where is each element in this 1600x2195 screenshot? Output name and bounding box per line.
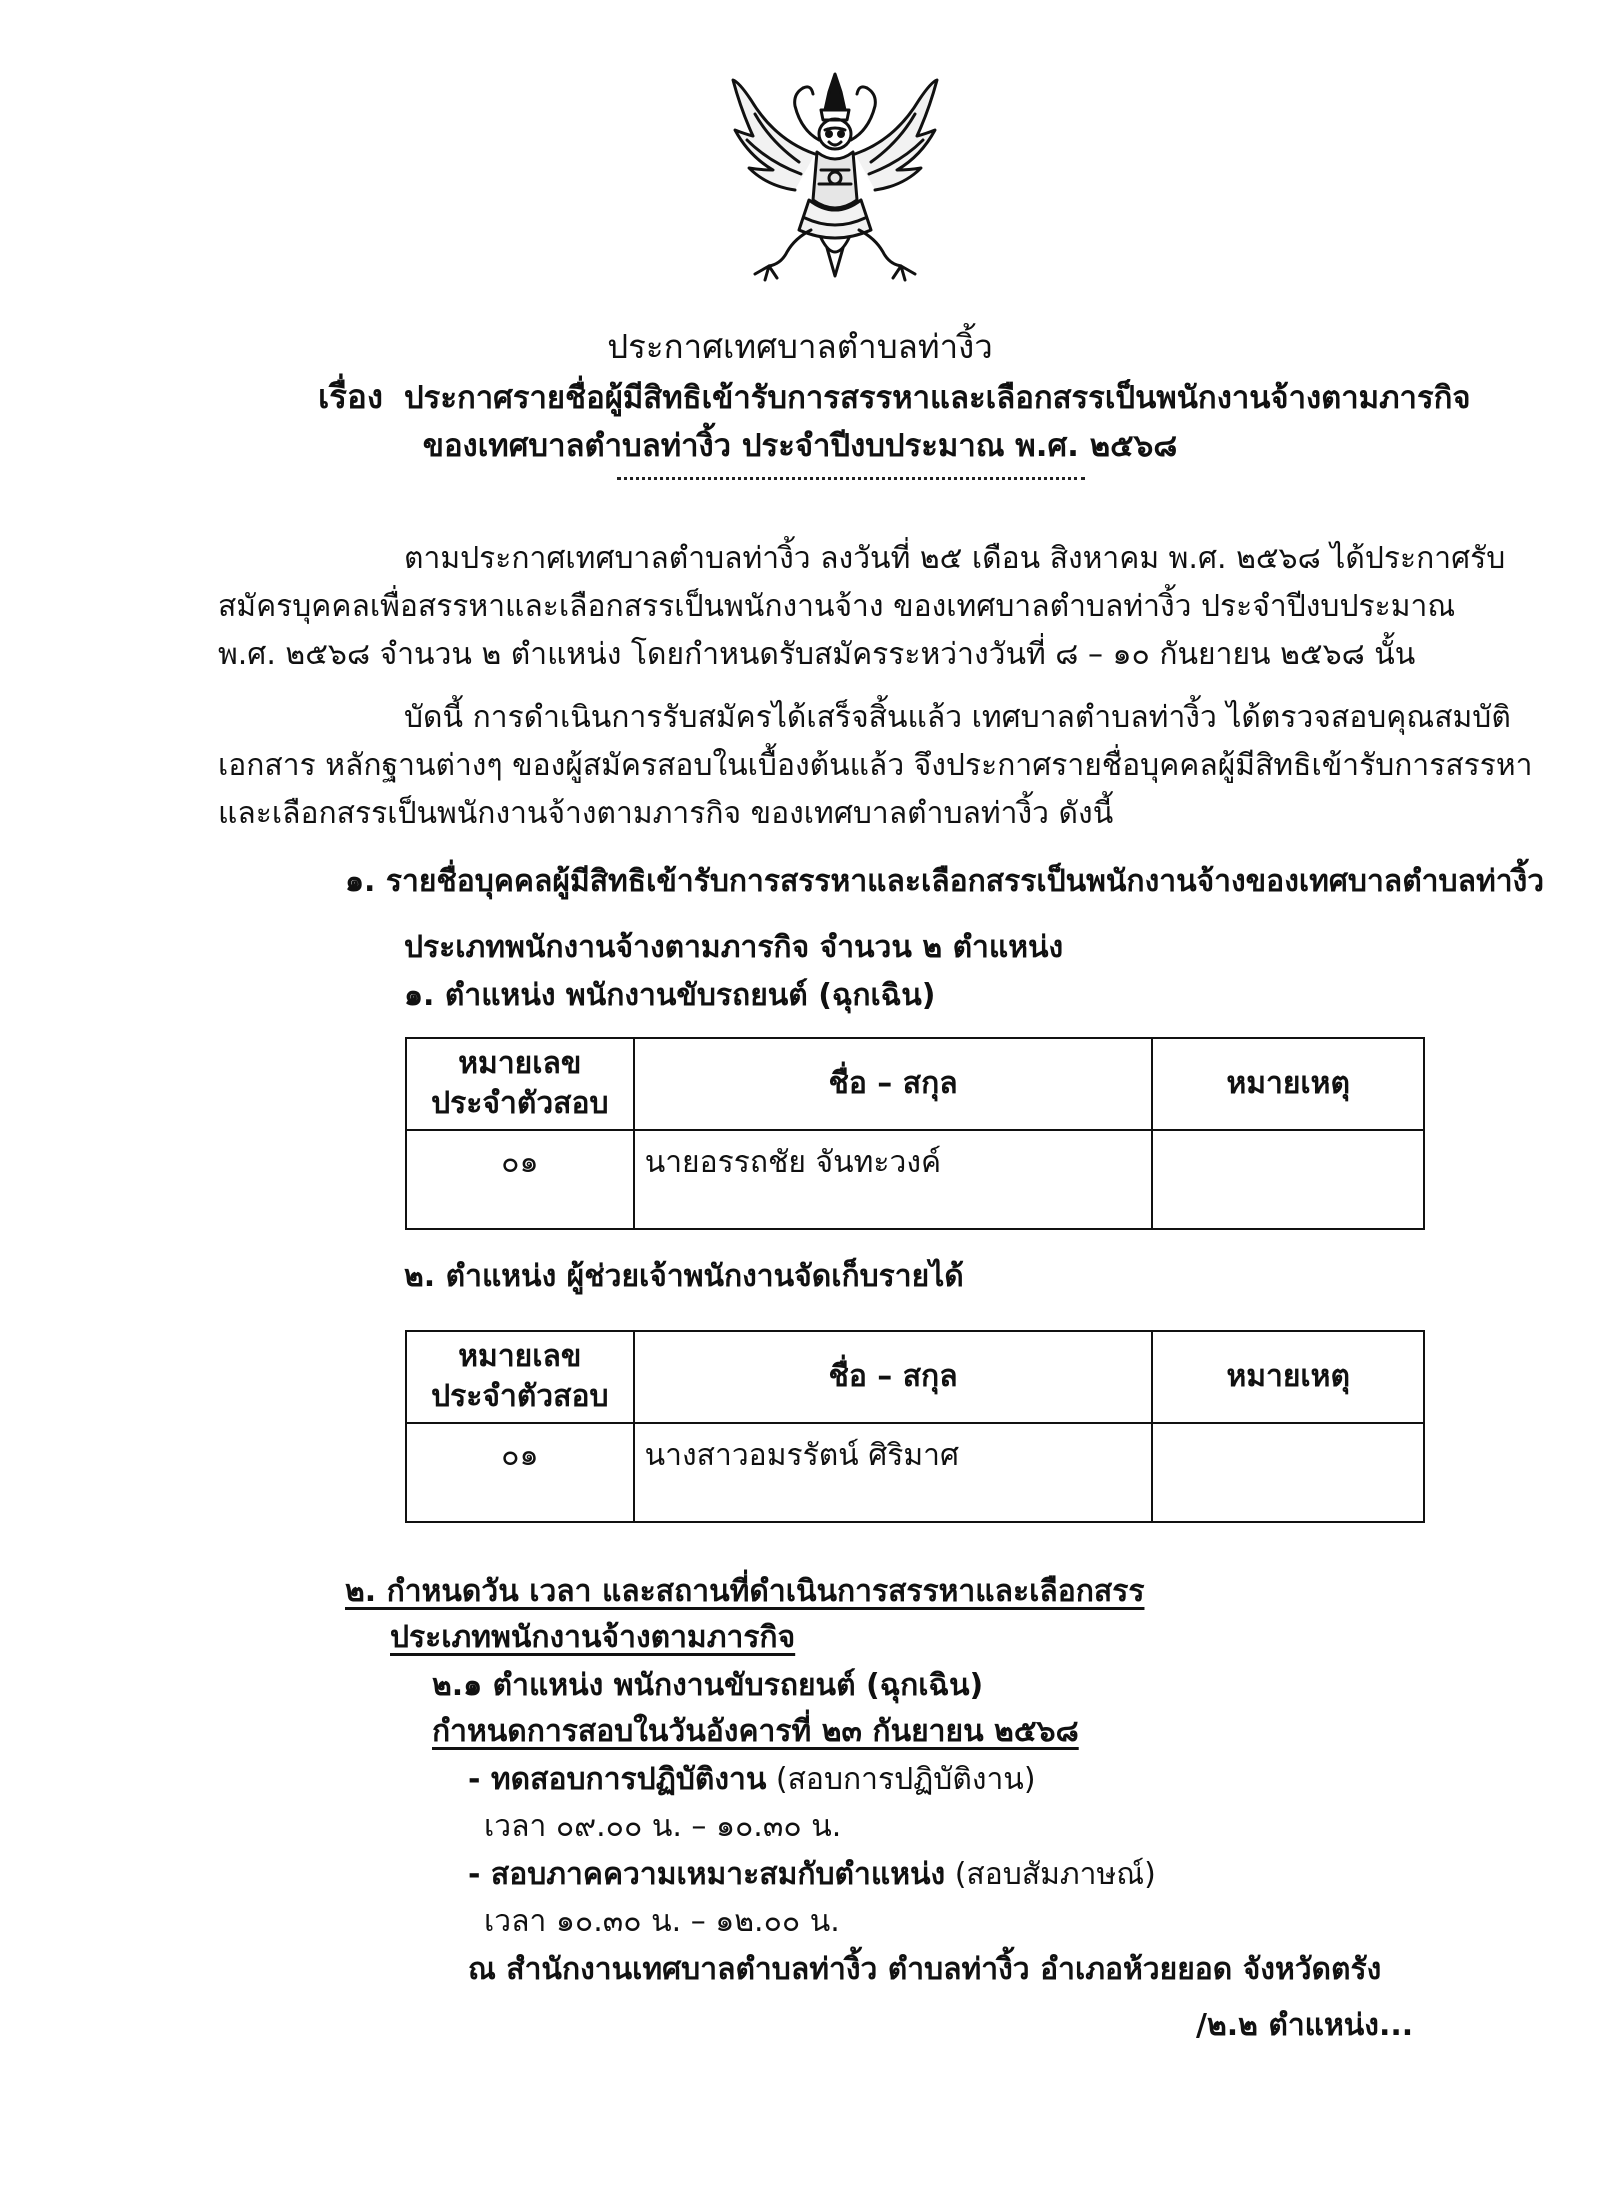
subject-label: เรื่อง xyxy=(318,377,383,416)
column-header-id-line2: ประจำตัวสอบ xyxy=(431,1086,609,1121)
candidate-remark xyxy=(1152,1130,1424,1229)
section2-sub-title: ๒.๑ ตำแหน่ง พนักงานขับรถยนต์ (ฉุกเฉิน) xyxy=(432,1668,984,1703)
exam-date: กำหนดการสอบในวันอังคารที่ ๒๓ กันยายน ๒๕๖๘ xyxy=(432,1714,1079,1749)
schedule-item-2-time: เวลา ๑๐.๓๐ น. – ๑๒.๐๐ น. xyxy=(484,1904,840,1939)
column-header-id-line2: ประจำตัวสอบ xyxy=(431,1379,609,1414)
roster-table-2 xyxy=(405,1330,1425,1523)
column-header-remark: หมายเหตุ xyxy=(1152,1038,1424,1130)
schedule-item-1-note: (สอบการปฏิบัติงาน) xyxy=(775,1762,1036,1797)
column-header-id-line1: หมายเลข xyxy=(458,1338,582,1374)
candidate-name: นางสาวอมรรัตน์ ศิริมาศ xyxy=(634,1423,1153,1522)
exam-location: ณ สำนักงานเทศบาลตำบลท่างิ้ว ตำบลท่างิ้ว อำเภอห้วยยอด จังหวัดตรัง xyxy=(468,1952,1382,1987)
candidate-id: ๐๑ xyxy=(406,1423,634,1522)
schedule-item-2-title: - สอบภาคความเหมาะสมกับตำแหน่ง xyxy=(468,1857,946,1892)
intro-p1-line3: พ.ศ. ๒๕๖๘ จำนวน ๒ ตำแหน่ง โดยกำหนดรับสมัครระหว่างวันที่ ๘ – ๑๐ กันยายน ๒๕๖๘ นั้น xyxy=(218,637,1416,672)
roster-table-1 xyxy=(405,1037,1425,1230)
candidate-remark xyxy=(1152,1423,1424,1522)
table-header-row xyxy=(406,1038,1424,1130)
column-header-id xyxy=(406,1038,634,1130)
column-header-name: ชื่อ – สกุล xyxy=(634,1038,1153,1130)
table-row xyxy=(406,1423,1424,1522)
schedule-item-2 xyxy=(468,1851,1156,1898)
announcement-title: ประกาศเทศบาลตำบลท่างิ้ว xyxy=(607,327,993,366)
candidate-id: ๐๑ xyxy=(406,1130,634,1229)
column-header-remark: หมายเหตุ xyxy=(1152,1331,1424,1423)
subject-line-2: ของเทศบาลตำบลท่างิ้ว ประจำปีงบประมาณ พ.ศ. ๒๕๖๘ xyxy=(422,428,1178,464)
intro-p1-line1: ตามประกาศเทศบาลตำบลท่างิ้ว ลงวันที่ ๒๕ เดือน สิงหาคม พ.ศ. ๒๕๖๘ ได้ประกาศรับ xyxy=(404,541,1506,576)
position2-title: ๒. ตำแหน่ง ผู้ช่วยเจ้าพนักงานจัดเก็บรายได้ xyxy=(404,1259,964,1294)
continued-footer: /๒.๒ ตำแหน่ง... xyxy=(1196,2008,1414,2043)
schedule-item-1 xyxy=(468,1756,1036,1803)
intro-p1-line2: สมัครบุคคลเพื่อสรรหาและเลือกสรรเป็นพนักงานจ้าง ของเทศบาลตำบลท่างิ้ว ประจำปีงบประมาณ xyxy=(218,589,1456,624)
position1-title: ๑. ตำแหน่ง พนักงานขับรถยนต์ (ฉุกเฉิน) xyxy=(404,978,936,1013)
subject-line-1: ประกาศรายชื่อผู้มีสิทธิเข้ารับการสรรหาและเลือกสรรเป็นพนักงานจ้างตามภารกิจ xyxy=(404,380,1471,416)
intro-p2-line1: บัดนี้ การดำเนินการรับสมัครได้เสร็จสิ้นแล้ว เทศบาลตำบลท่างิ้ว ได้ตรวจสอบคุณสมบัติ xyxy=(404,700,1511,735)
column-header-id xyxy=(406,1331,634,1423)
title-separator xyxy=(617,477,1085,480)
table-row xyxy=(406,1130,1424,1229)
candidate-name: นายอรรถชัย จันทะวงค์ xyxy=(634,1130,1153,1229)
intro-p2-line2: เอกสาร หลักฐานต่างๆ ของผู้สมัครสอบในเบื้องต้นแล้ว จึงประกาศรายชื่อบุคคลผู้มีสิทธิเข้ารับการสรรหา xyxy=(218,748,1533,783)
garuda-emblem-icon xyxy=(725,70,945,285)
column-header-id-line1: หมายเลข xyxy=(458,1045,582,1081)
schedule-item-1-title: - ทดสอบการปฏิบัติงาน xyxy=(468,1762,767,1797)
section2-heading-line1: ๒. กำหนดวัน เวลา และสถานที่ดำเนินการสรรหาและเลือกสรร xyxy=(345,1574,1145,1609)
section1-type-line: ประเภทพนักงานจ้างตามภารกิจ จำนวน ๒ ตำแหน่ง xyxy=(404,930,1064,965)
section1-heading: ๑. รายชื่อบุคคลผู้มีสิทธิเข้ารับการสรรหาและเลือกสรรเป็นพนักงานจ้างของเทศบาลตำบลท่างิ้ว xyxy=(345,864,1545,899)
schedule-item-2-note: (สอบสัมภาษณ์) xyxy=(954,1857,1156,1892)
intro-p2-line3: และเลือกสรรเป็นพนักงานจ้างตามภารกิจ ของเทศบาลตำบลท่างิ้ว ดังนี้ xyxy=(218,796,1114,831)
section2-heading-line2: ประเภทพนักงานจ้างตามภารกิจ xyxy=(390,1620,796,1655)
table-header-row xyxy=(406,1331,1424,1423)
schedule-item-1-time: เวลา ๐๙.๐๐ น. – ๑๐.๓๐ น. xyxy=(484,1809,842,1844)
column-header-name: ชื่อ – สกุล xyxy=(634,1331,1153,1423)
